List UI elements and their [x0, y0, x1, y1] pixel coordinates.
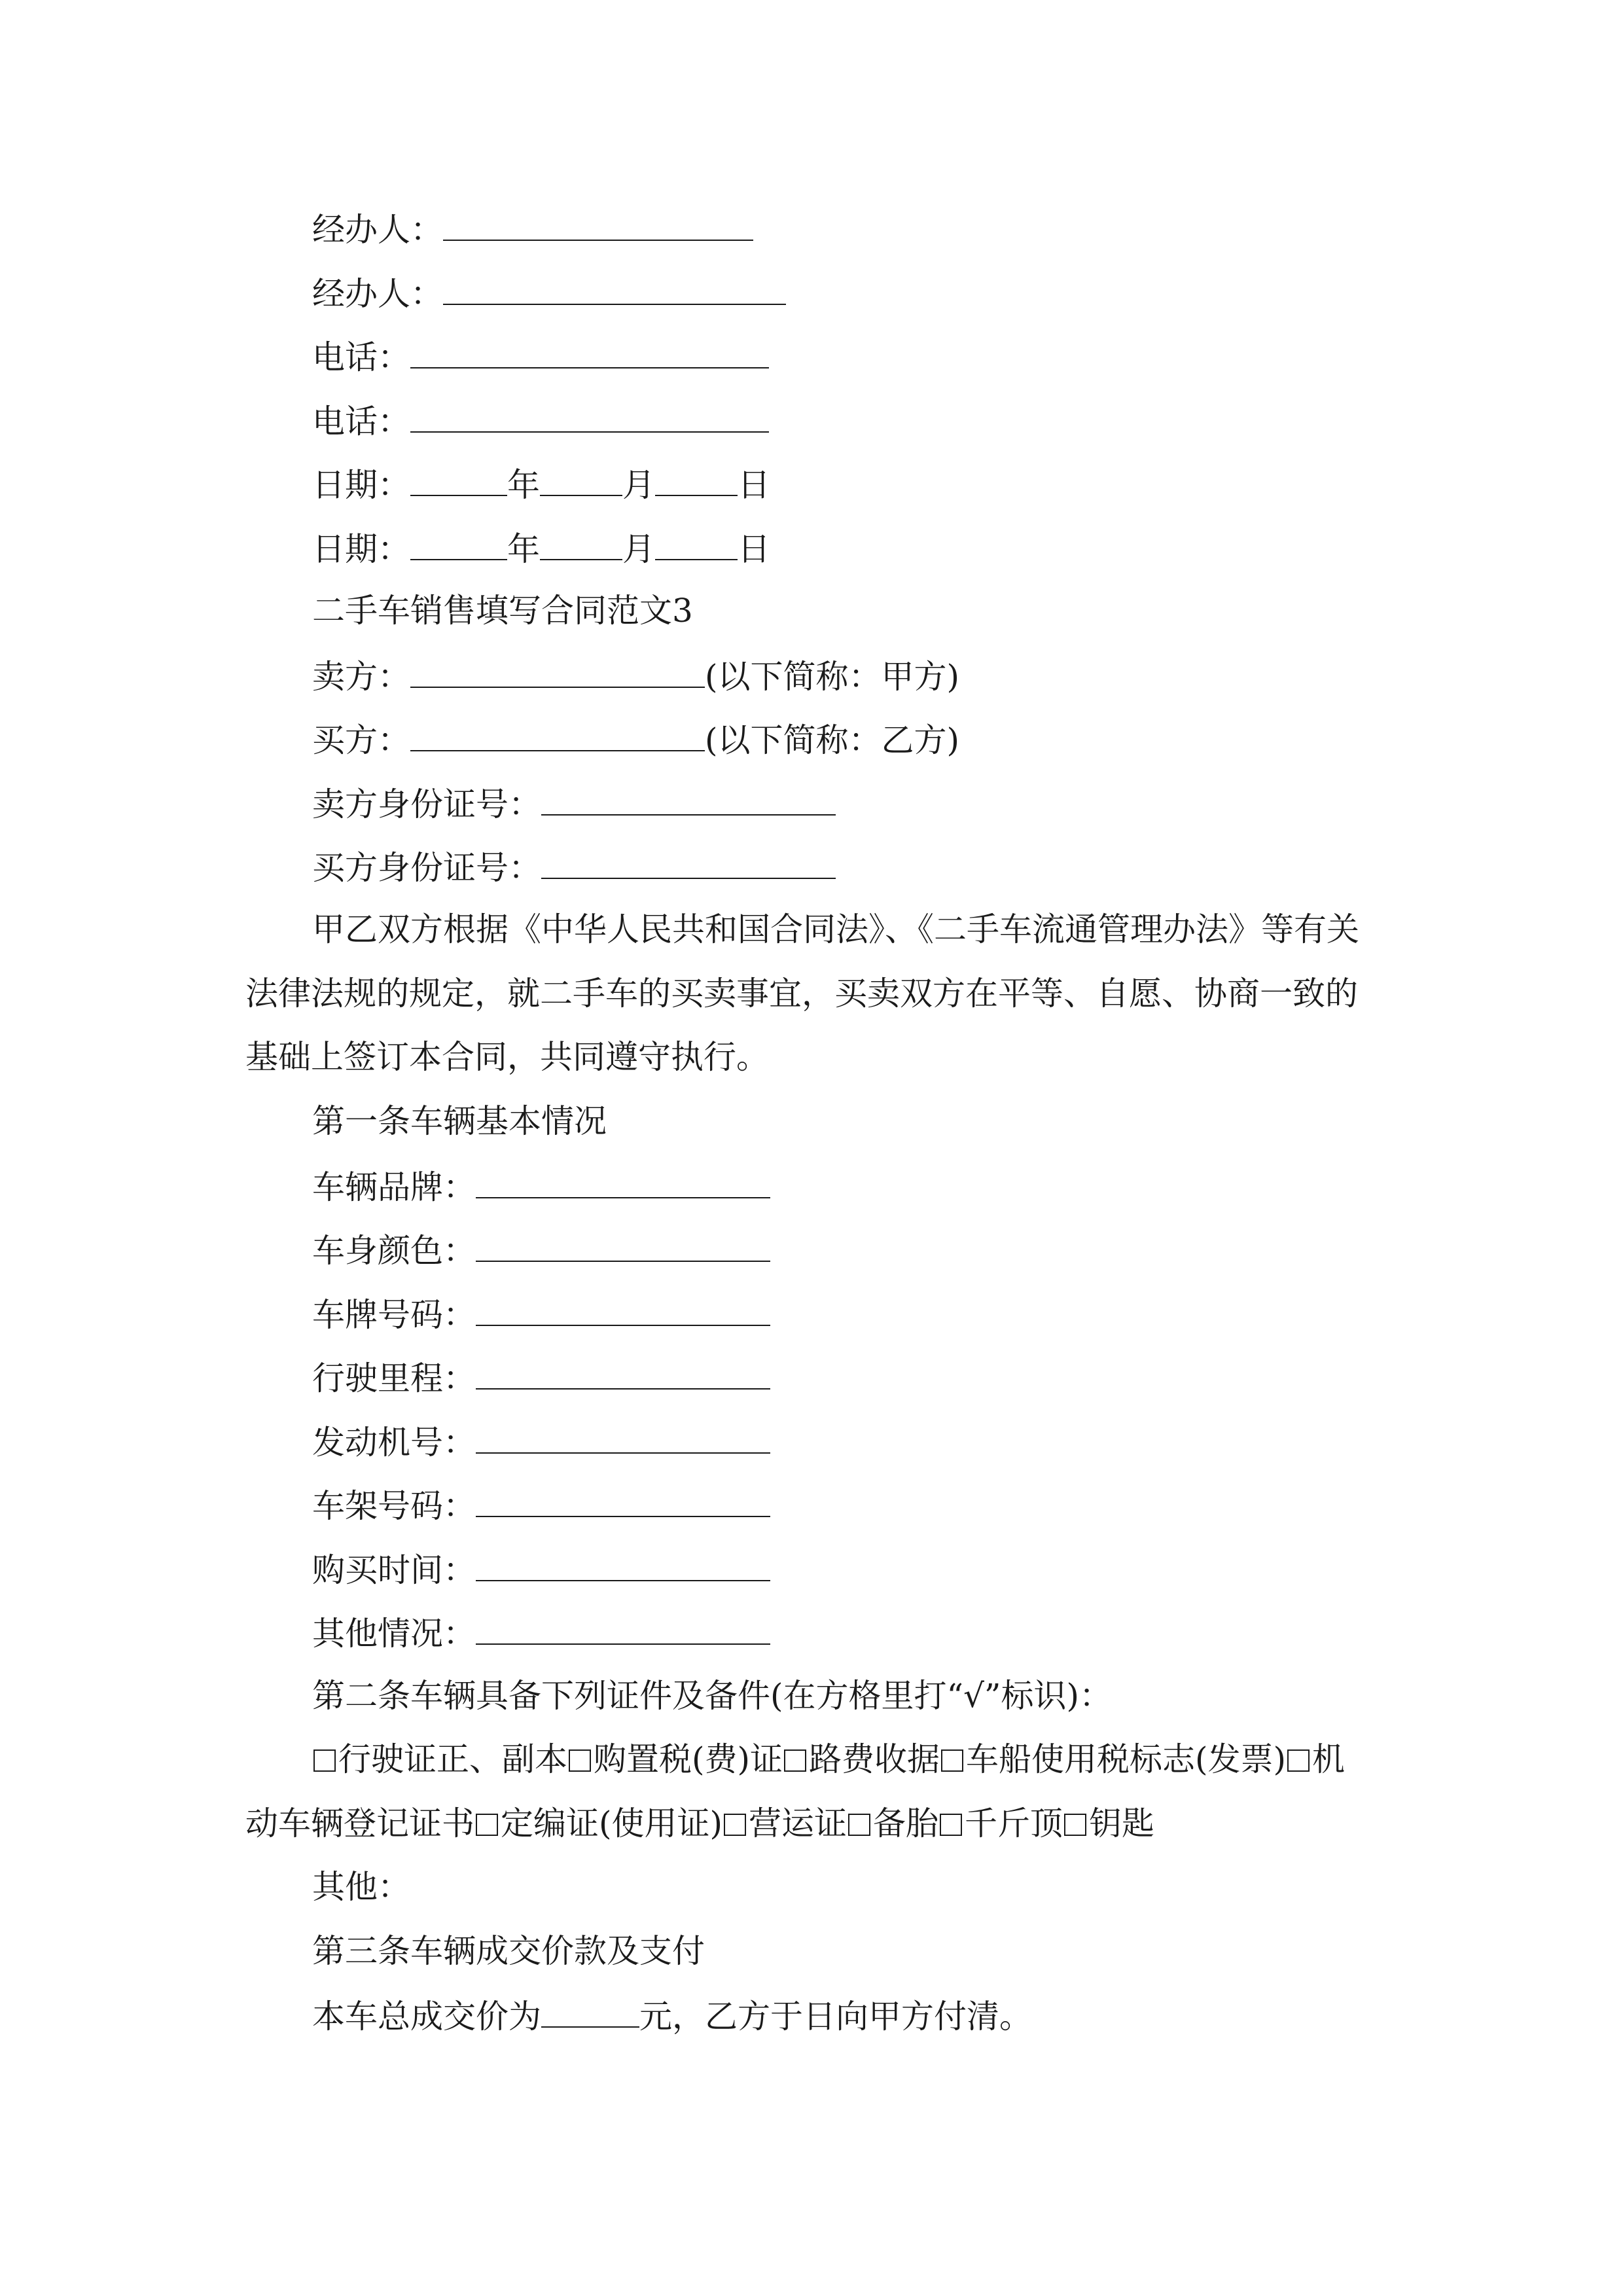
field-plate [312, 1293, 770, 1335]
phone-label: 电话： [312, 338, 410, 376]
field-brand [312, 1166, 770, 1207]
year-blank[interactable] [410, 528, 507, 560]
intro-text: 甲乙双方根据《中华人民共和国合同法》、《二手车流通管理办法》等有关法律法规的规定，就二手车的买卖事宜，买卖双方在平等、自愿、协商一致的基础上签订本合同，共同遵守执行。 [245, 910, 1359, 1076]
seller-label: 卖方： [312, 658, 410, 696]
handler-blank[interactable] [443, 272, 786, 305]
field-blank[interactable] [476, 1484, 770, 1517]
buyer-label: 买方： [312, 721, 410, 759]
article3-title: 第三条车辆成交价款及支付 [312, 1932, 705, 1970]
month-blank[interactable] [540, 463, 622, 496]
field-label: 车牌号码： [312, 1296, 476, 1334]
checklist-item: 路费收据 [809, 1740, 940, 1778]
documents-checklist-line1 [312, 1740, 1345, 1779]
handler-line-a [312, 208, 753, 249]
checkbox[interactable] [941, 1749, 963, 1772]
field-blank[interactable] [476, 1357, 770, 1390]
month-label: 月 [622, 466, 655, 504]
intro-paragraph [245, 898, 1384, 1090]
day-label: 日 [738, 466, 770, 504]
year-label: 年 [507, 466, 540, 504]
buyer-blank[interactable] [410, 719, 705, 751]
field-blank[interactable] [476, 1166, 770, 1198]
field-label: 行驶里程： [312, 1359, 476, 1397]
price-prefix: 本车总成交价为 [312, 1998, 541, 2036]
year-label: 年 [507, 530, 540, 568]
field-other [312, 1612, 770, 1653]
seller-id-label: 卖方身份证号： [312, 785, 541, 823]
handler-label: 经办人： [312, 211, 443, 249]
field-color [312, 1229, 770, 1270]
article2-other: 其他： [312, 1868, 410, 1906]
checkbox[interactable] [569, 1749, 591, 1772]
checklist-item: 营运证 [749, 1804, 847, 1842]
field-blank[interactable] [476, 1549, 770, 1581]
field-blank[interactable] [476, 1421, 770, 1454]
checklist-item: 机 [1312, 1740, 1346, 1778]
date-line-b [312, 528, 770, 569]
buyer-alias: (以下简称：乙方) [705, 721, 960, 759]
buyer-id-blank[interactable] [541, 846, 836, 879]
field-blank[interactable] [476, 1293, 770, 1326]
seller-blank[interactable] [410, 655, 705, 688]
checklist-item: 定编证(使用证) [501, 1804, 723, 1842]
buyer-id-label: 买方身份证号： [312, 849, 541, 887]
year-blank[interactable] [410, 463, 507, 496]
date-label: 日期： [312, 466, 410, 504]
seller-id-blank[interactable] [541, 783, 836, 816]
phone-line-b [312, 400, 769, 441]
price-suffix: 元，乙方于日向甲方付清。 [639, 1998, 1032, 2036]
field-blank[interactable] [476, 1229, 770, 1262]
date-line-a [312, 463, 770, 505]
day-blank[interactable] [655, 528, 738, 560]
handler-blank[interactable] [443, 208, 753, 241]
checklist-item: 购置税(费)证 [594, 1740, 783, 1778]
checkbox[interactable] [724, 1814, 746, 1836]
phone-label: 电话： [312, 403, 410, 440]
documents-checklist-line2 [245, 1804, 1154, 1843]
field-label: 车身颜色： [312, 1232, 476, 1270]
date-label: 日期： [312, 530, 410, 568]
month-label: 月 [622, 530, 655, 568]
checkbox[interactable] [1287, 1749, 1310, 1772]
checklist-item: 动车辆登记证书 [245, 1804, 474, 1842]
checkbox[interactable] [784, 1749, 806, 1772]
field-purchase-time [312, 1549, 770, 1590]
field-label: 其他情况： [312, 1615, 476, 1653]
field-label: 购买时间： [312, 1551, 476, 1589]
seller-id-line [312, 783, 836, 824]
phone-blank[interactable] [410, 400, 769, 433]
buyer-line [312, 719, 959, 760]
field-blank[interactable] [476, 1612, 770, 1645]
month-blank[interactable] [540, 528, 622, 560]
day-blank[interactable] [655, 463, 738, 496]
seller-line [312, 655, 959, 696]
field-label: 车辆品牌： [312, 1168, 476, 1206]
handler-label: 经办人： [312, 275, 443, 313]
price-blank[interactable] [541, 1995, 639, 2028]
seller-alias: (以下简称：甲方) [705, 658, 960, 696]
article1-title: 第一条车辆基本情况 [312, 1102, 607, 1140]
checkbox[interactable] [940, 1814, 962, 1836]
price-line [312, 1995, 1032, 2036]
contract-title: 二手车销售填写合同范文3 [312, 592, 693, 630]
field-label: 车架号码： [312, 1487, 476, 1525]
checklist-item: 千斤顶 [965, 1804, 1063, 1842]
field-mileage [312, 1357, 770, 1398]
phone-line-a [312, 336, 769, 377]
checklist-item: 钥匙 [1089, 1804, 1155, 1842]
checkbox[interactable] [1064, 1814, 1086, 1836]
checkbox[interactable] [848, 1814, 870, 1836]
phone-blank[interactable] [410, 336, 769, 368]
checklist-item: 行驶证正、副本 [338, 1740, 567, 1778]
checkbox[interactable] [313, 1749, 336, 1772]
field-frame [312, 1484, 770, 1526]
handler-line-b [312, 272, 786, 314]
checkbox[interactable] [476, 1814, 498, 1836]
buyer-id-line [312, 846, 836, 888]
field-engine [312, 1421, 770, 1462]
day-label: 日 [738, 530, 770, 568]
field-label: 发动机号： [312, 1424, 476, 1462]
checklist-item: 备胎 [873, 1804, 939, 1842]
checklist-item: 车船使用税标志(发票) [966, 1740, 1287, 1778]
article2-title: 第二条车辆具备下列证件及备件(在方格里打“√”标识)： [312, 1677, 1112, 1715]
